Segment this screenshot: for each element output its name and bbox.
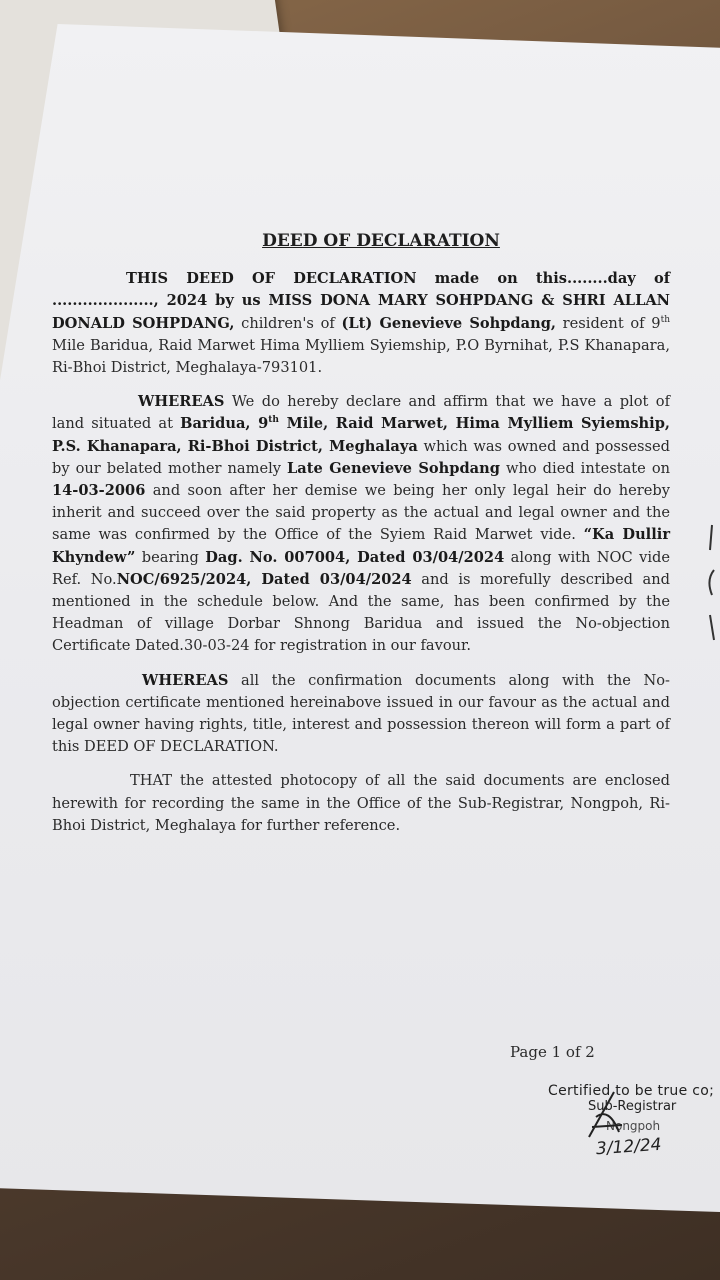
paragraph-intro: [52, 268, 670, 379]
signatory-place: Nongpoh: [606, 1119, 661, 1133]
p2-b: which was owned and possessed by our belated mother namely: [52, 437, 670, 477]
paragraph-whereas-2: [52, 670, 670, 759]
p2-c: who died intestate on: [499, 459, 671, 477]
declarant-names: MISS DONA MARY SOHPDANG & SHRI ALLAN DONALD SOHPDANG,: [52, 292, 670, 332]
location-sup: th: [268, 415, 279, 426]
location-b: Mile, Raid Marwet, Hima Mylliem Syiemship, P.S. Khanapara, Ri-Bhoi District, Meghalaya: [52, 415, 670, 455]
page-number: Page 1 of 2: [510, 1043, 595, 1061]
noc-reference: NOC/6925/2024, Dated 03/04/2024: [116, 570, 412, 588]
document-name: “Ka Dullir Khyndew”: [52, 526, 671, 566]
death-date: 14-03-2006: [52, 482, 146, 500]
location-a: Baridua, 9: [180, 415, 269, 433]
late-mother-name: Late Genevieve Sohpdang: [287, 459, 500, 477]
p2-g: and is morefully described and mentioned in the schedule below. And the same, has been confirmed by the Headman of village Dorbar Shnong Baridua and issued the No-objection Certificate Dated.30-03-24 for registration in our favour.: [52, 570, 670, 655]
signatory-title: Sub-Registrar: [588, 1099, 677, 1114]
p2-d: and soon after her demise we being her only legal heir do hereby inherit and succeed over the said property as the actual and legal owner and the same was confirmed by the Office of the Syiem Raid Marwet vide.: [52, 482, 670, 544]
residence-b: Mile Baridua, Raid Marwet Hima Mylliem Syiemship, P.O Byrnihat, P.S Khanapara, Ri-Bhoi District, Meghalaya-793101.: [52, 336, 670, 377]
intro-mid: children's of: [234, 314, 342, 332]
signature-mark: [584, 1087, 624, 1142]
dag-number: Dag. No. 007004, Dated 03/04/2024: [205, 548, 505, 566]
document-title: DEED OF DECLARATION: [262, 231, 500, 251]
paragraph-that: [52, 770, 670, 837]
mother-name: (Lt) Genevieve Sohpdang,: [341, 314, 556, 332]
whereas-label-2: WHEREAS: [142, 671, 229, 689]
residence-sup: th: [660, 314, 670, 325]
edge-handwriting: [700, 520, 720, 660]
p2-e: bearing: [135, 548, 206, 566]
paragraph-whereas-1: [52, 391, 670, 657]
certification-stamp: [548, 1083, 720, 1193]
p2-a: We do hereby declare and affirm that we have a plot of land situated at: [52, 393, 670, 433]
whereas-label: WHEREAS: [138, 393, 225, 411]
certified-line: Certified to be true co;: [548, 1083, 715, 1099]
intro-lead: THIS DEED OF DECLARATION made on this........day of ...................., 2024 by us: [52, 270, 670, 310]
handwriting-scribble: [0, 79, 10, 202]
document-body: [52, 230, 670, 849]
residence-a: resident of 9: [555, 314, 661, 332]
p2-f: along with NOC vide Ref. No.: [52, 548, 670, 588]
p4-text: THAT the attested photocopy of all the said documents are enclosed herewith for recording the same in the Office of the Sub-Registrar, Nongpoh, Ri-Bhoi District, Meghalaya for further reference.: [52, 772, 670, 834]
p3-text: all the confirmation documents along with the No-objection certificate mentioned hereinabove issued in our favour as the actual and legal owner having rights, title, interest and possession thereon will form a part of this DEED OF DECLARATION.: [52, 671, 670, 756]
certification-date: 3/12/24: [595, 1134, 663, 1160]
